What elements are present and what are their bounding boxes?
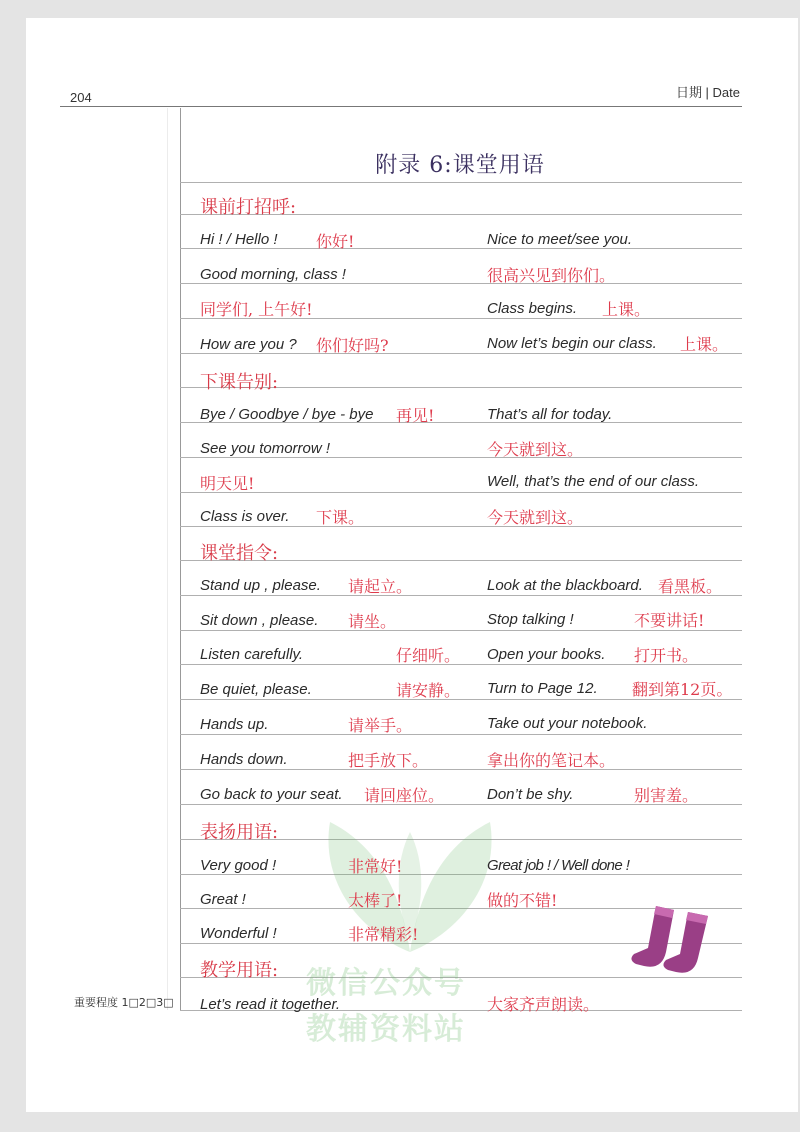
phrase-cn: 非常精彩!: [348, 925, 419, 944]
phrase-cn: 请回座位。: [364, 786, 445, 805]
socks-icon: [626, 900, 722, 980]
phrase-en: Very good !: [200, 857, 277, 874]
phrase-cn: 很高兴见到你们。: [487, 266, 616, 285]
phrase-en: Hands down.: [200, 751, 288, 768]
phrase-cn: 太棒了!: [348, 891, 403, 910]
section-teaching: 教学用语:: [200, 960, 279, 981]
phrase-en: Stand up , please.: [200, 577, 321, 594]
ruled-line: [180, 457, 742, 458]
phrase-cn: 非常好!: [348, 857, 403, 876]
phrase-en: Class is over.: [200, 508, 290, 525]
phrase-cn: 翻到第12页。: [632, 680, 733, 699]
phrase-cn: 今天就到这。: [487, 508, 584, 527]
phrase-cn: 上课。: [602, 300, 651, 319]
phrase-cn: 请举手。: [348, 716, 413, 735]
phrase-en: Look at the blackboard.: [487, 577, 643, 594]
section-greeting: 课前打招呼:: [200, 197, 297, 218]
ruled-line: [180, 769, 742, 770]
header-divider: [60, 106, 742, 107]
phrase-cn: 上课。: [680, 335, 729, 354]
phrase-cn: 别害羞。: [634, 786, 699, 805]
phrase-en: Bye / Goodbye / bye - bye: [200, 406, 374, 423]
phrase-cn: 做的不错!: [487, 891, 558, 910]
phrase-en: Good morning, class !: [200, 266, 346, 283]
page-title: 附录 6:课堂用语: [375, 153, 545, 178]
watermark-line2: 教辅资料站: [306, 1012, 466, 1047]
phrase-en: How are you ?: [200, 336, 297, 353]
phrase-cn: 拿出你的笔记本。: [487, 751, 616, 770]
phrase-cn: 请坐。: [348, 612, 397, 631]
ruled-line: [180, 182, 742, 183]
date-label: 日期 | Date: [675, 85, 740, 100]
phrase-en: Don’t be shy.: [487, 786, 574, 803]
phrase-en: Great job ! / Well done !: [487, 857, 630, 874]
phrase-en: Be quiet, please.: [200, 681, 312, 698]
margin-line-faint: [167, 108, 168, 1010]
section-instructions: 课堂指令:: [200, 543, 279, 564]
phrase-en: Listen carefully.: [200, 646, 304, 663]
ruled-line: [180, 526, 742, 527]
phrase-cn: 下课。: [316, 508, 365, 527]
ruled-line: [180, 248, 742, 249]
phrase-en: Open your books.: [487, 646, 606, 663]
section-farewell: 下课告别:: [200, 372, 279, 393]
phrase-en: Take out your notebook.: [487, 715, 648, 732]
phrase-en: Stop talking !: [487, 611, 574, 628]
phrase-cn: 你好!: [316, 232, 355, 251]
section-praise: 表扬用语:: [200, 822, 279, 843]
phrase-cn: 明天见!: [200, 474, 255, 493]
ruled-line: [180, 492, 742, 493]
phrase-cn: 你们好吗?: [316, 336, 389, 355]
phrase-en: Well, that’s the end of our class.: [487, 473, 700, 490]
phrase-cn: 打开书。: [634, 646, 699, 665]
phrase-en: Nice to meet/see you.: [487, 231, 633, 248]
phrase-en: See you tomorrow !: [200, 440, 331, 457]
page-number: 204: [70, 90, 92, 105]
phrase-cn: 同学们, 上午好!: [200, 300, 313, 319]
phrase-cn: 不要讲话!: [634, 611, 705, 630]
phrase-cn: 把手放下。: [348, 751, 429, 770]
phrase-en: Hands up.: [200, 716, 269, 733]
phrase-cn: 看黑板。: [658, 577, 723, 596]
phrase-en: Now let’s begin our class.: [487, 335, 657, 352]
phrase-cn: 请安静。: [396, 681, 461, 700]
phrase-en: Let’s read it together.: [200, 996, 341, 1013]
phrase-en: That’s all for today.: [487, 406, 613, 423]
phrase-cn: 再见!: [396, 406, 435, 425]
phrase-cn: 大家齐声朗读。: [487, 995, 600, 1014]
phrase-cn: 请起立。: [348, 577, 413, 596]
watermark-line1: 微信公众号: [306, 966, 466, 1001]
phrase-en: Go back to your seat.: [200, 786, 343, 803]
ruled-line: [180, 283, 742, 284]
importance-rating: 重要程度 1□2□3□: [74, 996, 174, 1009]
phrase-en: Great !: [200, 891, 246, 908]
phrase-en: Class begins.: [487, 300, 578, 317]
phrase-cn: 今天就到这。: [487, 440, 584, 459]
ruled-line: [180, 734, 742, 735]
ruled-line: [180, 353, 742, 354]
phrase-en: Turn to Page 12.: [487, 680, 598, 697]
phrase-en: Sit down , please.: [200, 612, 319, 629]
phrase-cn: 仔细听。: [396, 646, 461, 665]
phrase-en: Wonderful !: [200, 925, 277, 942]
phrase-en: Hi ! / Hello !: [200, 231, 278, 248]
